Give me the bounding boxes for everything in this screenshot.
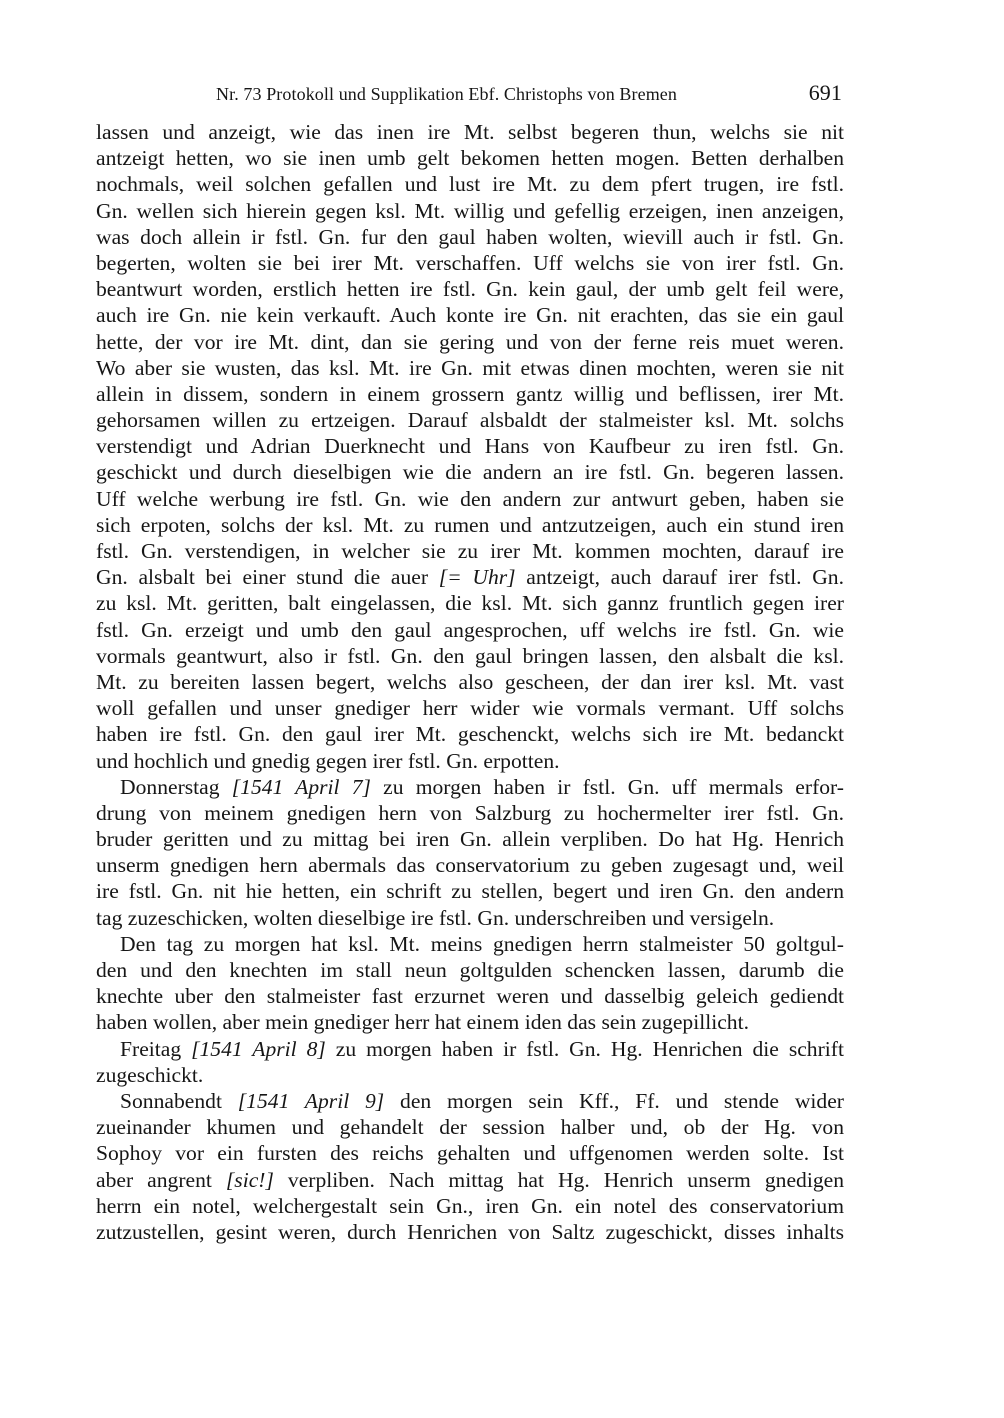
line-text: aber angrent (96, 1167, 226, 1192)
text-line: Sophoy vor ein fursten des reichs gehalten und uffgenomen werden solte. Ist (96, 1141, 844, 1166)
line-text: Donnerstag (120, 774, 232, 799)
text-line: lassen und anzeigt, wie das inen ire Mt. selbst begeren thun, welchs sie nit (96, 120, 844, 144)
text-line: allein in dissem, sondern in einem grossern gantz willig und beflissen, irer Mt. (96, 381, 844, 406)
editorial-note: [1541 April 7] (231, 774, 371, 799)
text-line: den und den knechten im stall neun goltgulden schencken lassen, darumb die (96, 958, 844, 982)
text-line: und hochlich und gnedig gegen irer fstl. Gn. erpotten. (96, 748, 560, 773)
text-line: woll gefallen und unser gnediger herr wider wie vormals vermant. Uff solchs (96, 696, 844, 721)
text-line: haben ire fstl. Gn. den gaul irer Mt. geschenckt, welchs sich ire Mt. bedanckt (96, 722, 844, 747)
text-line: knechte uber den stalmeister fast erzurnet weren und dasselbig geleich gediendt (96, 984, 844, 1009)
line-text: Freitag (120, 1036, 192, 1061)
text-line: Wo aber sie wusten, das ksl. Mt. ire Gn. mit etwas dinen mochten, weren sie nit (96, 355, 844, 380)
text-line: geschickt und durch dieselbigen wie die andern an ire fstl. Gn. begeren lassen. (96, 460, 844, 485)
text-line: antzeigt hetten, wo sie inen umb gelt bekomen hetten mogen. Betten derhalben (96, 146, 844, 171)
running-title: Nr. 73 Protokoll und Supplikation Ebf. Christophs von Bremen (216, 84, 677, 104)
text-line: drung von meinem gnedigen hern von Salzburg zu hochermelter irer fstl. Gn. (96, 800, 844, 825)
text-line: ire fstl. Gn. nit hie hetten, ein schrift zu stellen, begert und iren Gn. den andern (96, 879, 844, 904)
text-line: Den tag zu morgen hat ksl. Mt. meins gnedigen herrn stalmeister 50 goltgul- (120, 931, 844, 956)
text-line (96, 564, 844, 590)
line-text: den morgen sein Kff., Ff. und stende wider (384, 1088, 844, 1113)
editorial-note: [1541 April 8] (191, 1036, 326, 1061)
text-line: haben wollen, aber mein gnediger herr hat einem iden das sein zugepillicht. (96, 1010, 749, 1035)
editorial-note: [1541 April 9] (237, 1088, 385, 1113)
text-line: verstendigt und Adrian Duerknecht und Hans von Kaufbeur zu iren fstl. Gn. (96, 434, 844, 459)
text-line: gehorsamen willen zu ertzeigen. Darauf alsbaldt der stalmeister ksl. Mt. solchs (96, 408, 844, 433)
editorial-note: [sic!] (225, 1167, 274, 1192)
text-line: zueinander khumen und gehandelt der session halber und, ob der Hg. von (96, 1115, 844, 1140)
text-line (96, 774, 844, 800)
editorial-note: [= Uhr] (438, 565, 516, 590)
text-line: bruder geritten und zu mittag bei iren Gn. allein verpliben. Do hat Hg. Henrich (96, 827, 844, 852)
text-line: beantwurt worden, erstlich hetten ire fstl. Gn. kein gaul, der umb gelt feil were, (96, 277, 844, 302)
text-line: herrn ein notel, welchergestalt sein Gn., iren Gn. ein notel des conservatorium (96, 1193, 844, 1218)
text-line: Uff welche werbung ire fstl. Gn. wie den andern zur antwurt geben, haben sie (96, 486, 844, 511)
page-number: 691 (808, 80, 842, 105)
text-line (96, 1167, 844, 1193)
text-line: Mt. zu bereiten lassen begert, welchs also gescheen, der dan irer ksl. Mt. vast (96, 669, 844, 694)
line-text: verpliben. Nach mittag hat Hg. Henrich unserm gnedigen (273, 1167, 844, 1192)
text-line: zu ksl. Mt. geritten, balt eingelassen, die ksl. Mt. sich gannz fruntlich gegen irer (96, 591, 844, 616)
text-line: zutzustellen, gesint weren, durch Henrichen von Saltz zugeschickt, disses inhalts (96, 1219, 844, 1244)
text-line: sich erpoten, solchs der ksl. Mt. zu rumen und antzutzeigen, auch ein stund iren (96, 512, 844, 537)
text-line: tag zuzeschicken, wolten dieselbige ire fstl. Gn. underschreiben und versigeln. (96, 905, 775, 930)
line-text: Gn. alsbalt bei einer stund die auer (96, 565, 439, 590)
text-line: nochmals, weil solchen gefallen und lust ire Mt. zu dem pfert trugen, ire fstl. (96, 172, 844, 197)
text-line: unserm gnedigen hern abermals das conservatorium zu geben zugesagt und, weil (96, 853, 844, 878)
text-line: hette, der vor ire Mt. dint, dan sie gering und von der ferne reis muet weren. (96, 329, 844, 354)
text-line: fstl. Gn. verstendigen, in welcher sie zu irer Mt. kommen mochten, darauf ire (96, 539, 844, 563)
text-line (96, 1036, 844, 1062)
text-line: was doch allein ir fstl. Gn. fur den gaul haben wolten, wievill auch ir fstl. Gn. (96, 224, 844, 249)
text-line: fstl. Gn. erzeigt und umb den gaul angesprochen, uff welchs ire fstl. Gn. wie (96, 617, 844, 642)
line-text: antzeigt, auch darauf irer fstl. Gn. (515, 565, 844, 590)
text-line: auch ire Gn. nie kein verkauft. Auch konte ire Gn. nit erachten, das sie ein gaul (96, 303, 844, 328)
body-text (96, 119, 844, 1245)
line-text: zu morgen haben ir fstl. Gn. uff mermals erfor- (370, 774, 844, 799)
running-head (96, 80, 844, 108)
line-text: zu morgen haben ir fstl. Gn. Hg. Henrichen die schrift (325, 1036, 844, 1061)
text-line (96, 1088, 844, 1114)
line-text: Sonnabendt (120, 1088, 238, 1113)
text-line: zugeschickt. (96, 1062, 204, 1087)
text-line: begerten, wolten sie bei irer Mt. verschaffen. Uff welchs sie von irer fstl. Gn. (96, 250, 844, 275)
text-line: vormals geantwurt, also ir fstl. Gn. den gaul bringen lassen, den alsbalt die ksl. (96, 643, 844, 668)
text-line: Gn. wellen sich hierein gegen ksl. Mt. willig und gefellig erzeigen, inen anzeigen, (96, 198, 844, 223)
